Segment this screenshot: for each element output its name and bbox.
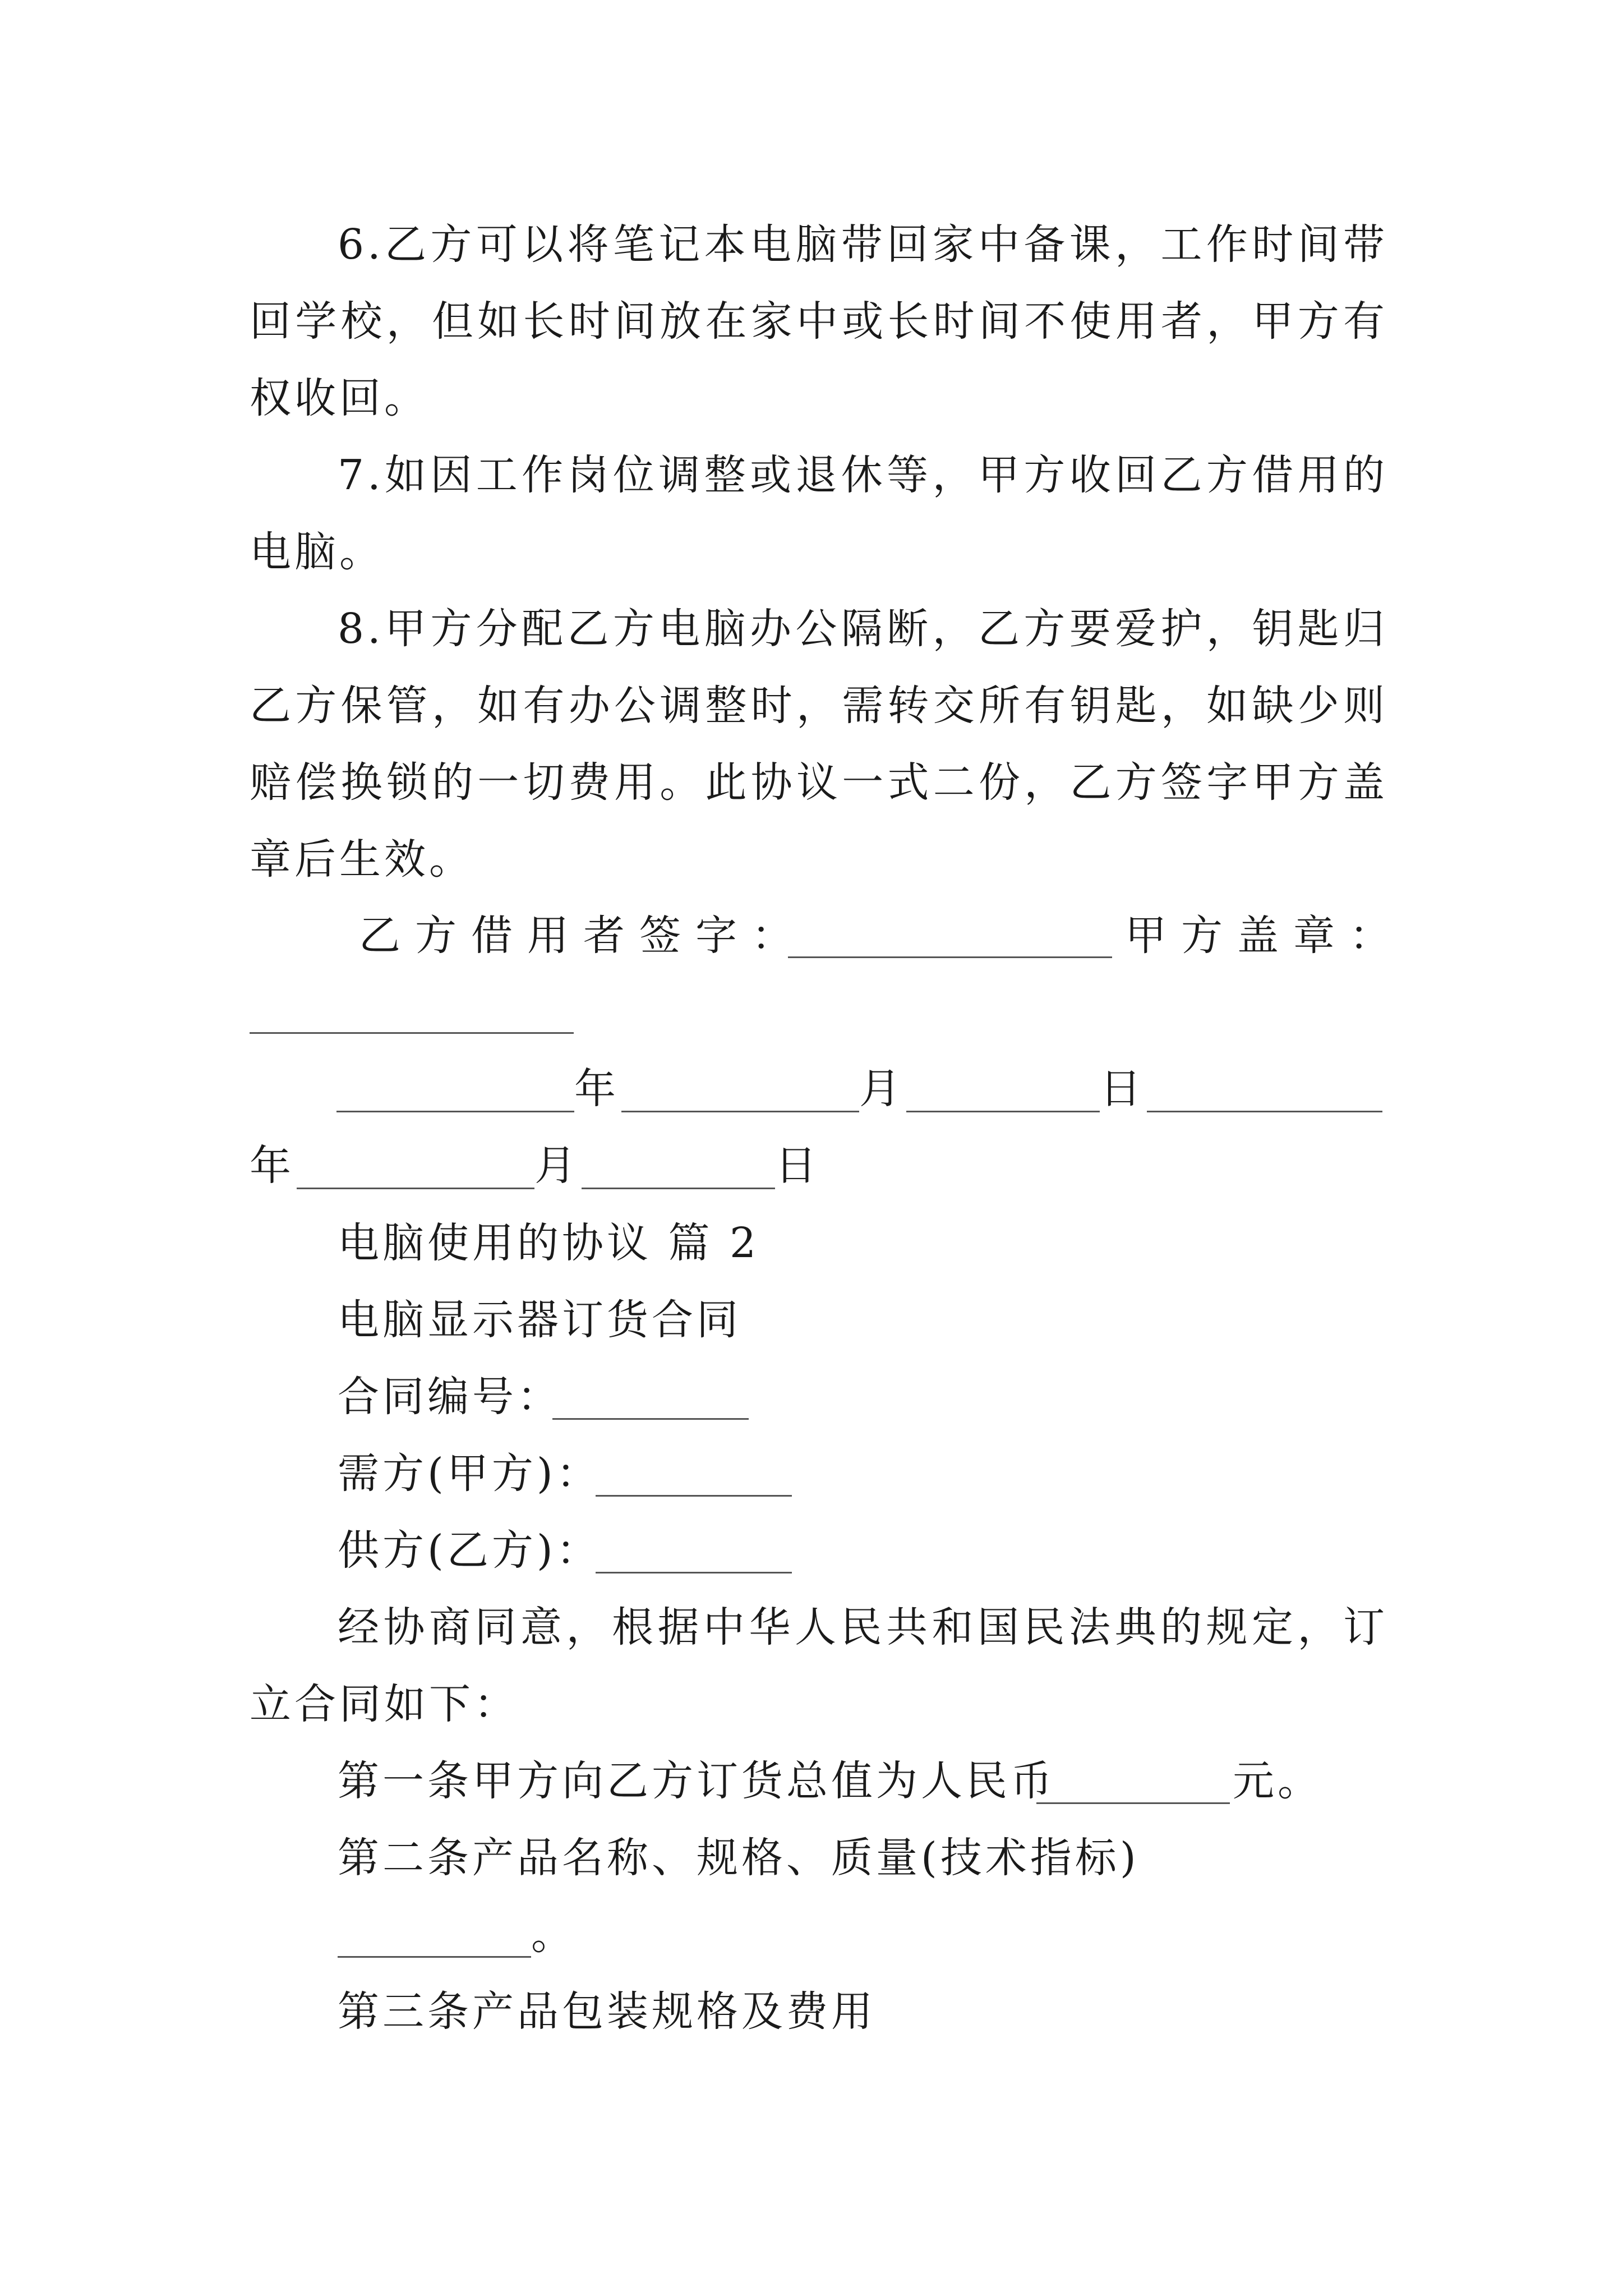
clause-6: 6.乙方可以将笔记本电脑带回家中备课，工作时间带回学校，但如长时间放在家中或长时间不使用者，甲方有权收回。 xyxy=(250,220,1388,422)
clause-8: 8.甲方分配乙方电脑办公隔断，乙方要爱护，钥匙归乙方保管，如有办公调整时，需转交所有钥匙，如缺少则赔偿换锁的一切费用。此协议一式二份，乙方签字甲方盖章后生效。 xyxy=(250,605,1388,884)
date1-month-label: 月 xyxy=(859,1065,904,1113)
article-3-text: 第三条产品包装规格及费用 xyxy=(338,1987,876,2036)
borrower-signature-label: 乙方借用者签字： xyxy=(359,912,808,960)
contract-intro: 经协商同意，根据中华人民共和国民法典的规定，订立合同如下： xyxy=(250,1603,1388,1728)
date1-year-label: 年 xyxy=(574,1065,619,1113)
supplier-label: 供方(乙方)： xyxy=(338,1526,601,1575)
supplier-blank xyxy=(596,1572,792,1573)
article-1-amount-blank xyxy=(1036,1802,1230,1804)
borrower-signature-blank xyxy=(788,956,1112,958)
contract-title: 电脑显示器订货合同 xyxy=(338,1296,741,1344)
date2-month-blank xyxy=(297,1188,534,1189)
date1-day-blank xyxy=(906,1111,1100,1112)
contract-number-label: 合同编号： xyxy=(338,1373,562,1421)
date1-year-blank xyxy=(336,1111,574,1112)
section-heading: 电脑使用的协议 篇 2 xyxy=(338,1219,760,1267)
article-1-unit: 元。 xyxy=(1233,1757,1322,1805)
clause-7: 7.如因工作岗位调整或退休等，甲方收回乙方借用的电脑。 xyxy=(250,451,1388,576)
date2-month-label: 月 xyxy=(534,1142,579,1190)
buyer-blank xyxy=(596,1495,792,1497)
seal-blank xyxy=(250,1032,574,1034)
date1-month-blank xyxy=(621,1111,859,1112)
article-2-text: 第二条产品名称、规格、质量(技术指标) xyxy=(338,1834,1140,1882)
date2-year-label: 年 xyxy=(250,1142,294,1190)
buyer-label: 需方(甲方)： xyxy=(338,1450,601,1498)
date1-day-label: 日 xyxy=(1100,1065,1145,1113)
article-1-text: 第一条甲方向乙方订货总值为人民币 xyxy=(338,1757,1055,1805)
date2-day-label: 日 xyxy=(775,1142,820,1190)
article-2-end: 。 xyxy=(531,1911,576,1959)
article-2-blank xyxy=(338,1956,531,1958)
date2-pre-blank xyxy=(1147,1111,1382,1112)
contract-number-blank xyxy=(552,1418,749,1420)
date2-day-blank xyxy=(582,1188,775,1189)
seal-label: 甲方盖章： xyxy=(1125,912,1405,960)
